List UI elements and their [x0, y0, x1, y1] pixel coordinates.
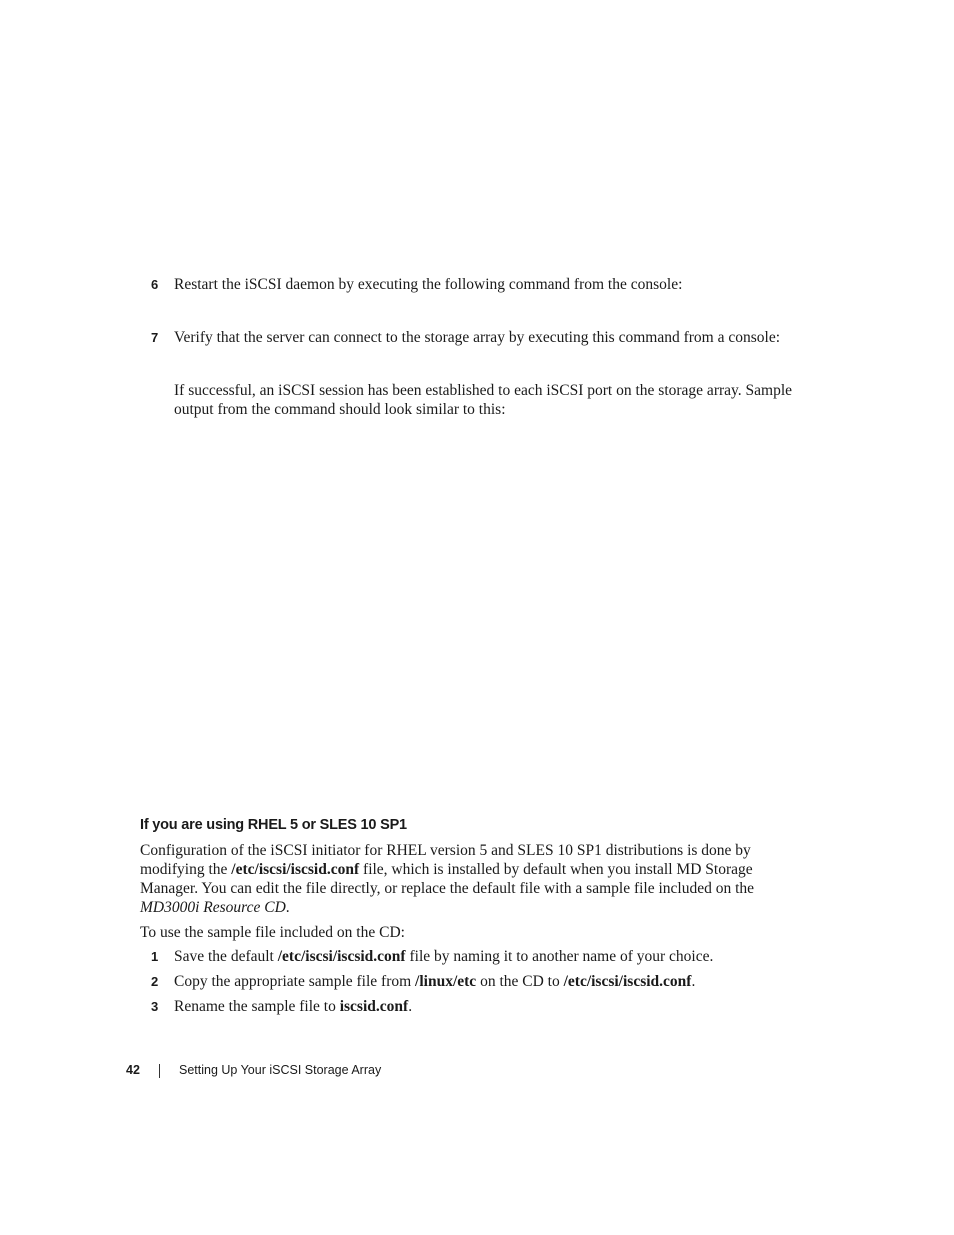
text-run: file, which is installed by default when you install MD Storage [359, 861, 753, 878]
paragraph-line [140, 860, 840, 879]
step-text [174, 947, 814, 966]
step-text: Restart the iSCSI daemon by executing the following command from the console: [174, 276, 683, 293]
footer-separator [159, 1064, 160, 1078]
text-run: . [691, 973, 696, 990]
file-path: /etc/iscsi/iscsid.conf [277, 948, 406, 965]
step-number: 7 [151, 330, 159, 345]
steps-intro: To use the sample file included on the CD: [140, 924, 405, 941]
page-number: 42 [126, 1063, 140, 1077]
text-run: . [285, 899, 290, 916]
step-7-note [174, 381, 834, 419]
file-name: iscsid.conf [339, 998, 409, 1015]
step-number: 1 [151, 949, 159, 964]
step-text: Verify that the server can connect to the storage array by executing this command from a console: [174, 329, 780, 346]
text-run: . [408, 998, 413, 1015]
paragraph-line: Manager. You can edit the file directly, or replace the default file with a sample file included on the [140, 880, 755, 897]
footer-title: Setting Up Your iSCSI Storage Array [179, 1063, 382, 1077]
section-heading: If you are using RHEL 5 or SLES 10 SP1 [140, 817, 407, 833]
note-line: output from the command should look similar to this: [174, 401, 506, 418]
step-text [174, 972, 814, 991]
step-number: 6 [151, 277, 159, 292]
file-path: /etc/iscsi/iscsid.conf [563, 973, 692, 990]
step-text [174, 997, 814, 1016]
cd-title: MD3000i Resource CD [140, 899, 286, 916]
section-paragraph [140, 841, 840, 917]
text-run: file by naming it to another name of your choice. [405, 948, 714, 965]
step-number: 2 [151, 974, 159, 989]
text-run: modifying the [140, 861, 232, 878]
note-line: If successful, an iSCSI session has been established to each iSCSI port on the storage array. Sample [174, 382, 793, 399]
paragraph-line: Configuration of the iSCSI initiator for RHEL version 5 and SLES 10 SP1 distributions is done by [140, 842, 751, 859]
paragraph-line [140, 898, 840, 917]
file-path: /etc/iscsi/iscsid.conf [231, 861, 360, 878]
text-run: Save the default [174, 948, 278, 965]
file-path: /linux/etc [415, 973, 477, 990]
step-number: 3 [151, 999, 159, 1014]
text-run: Rename the sample file to [174, 998, 340, 1015]
text-run: Copy the appropriate sample file from [174, 973, 416, 990]
text-run: on the CD to [476, 973, 564, 990]
